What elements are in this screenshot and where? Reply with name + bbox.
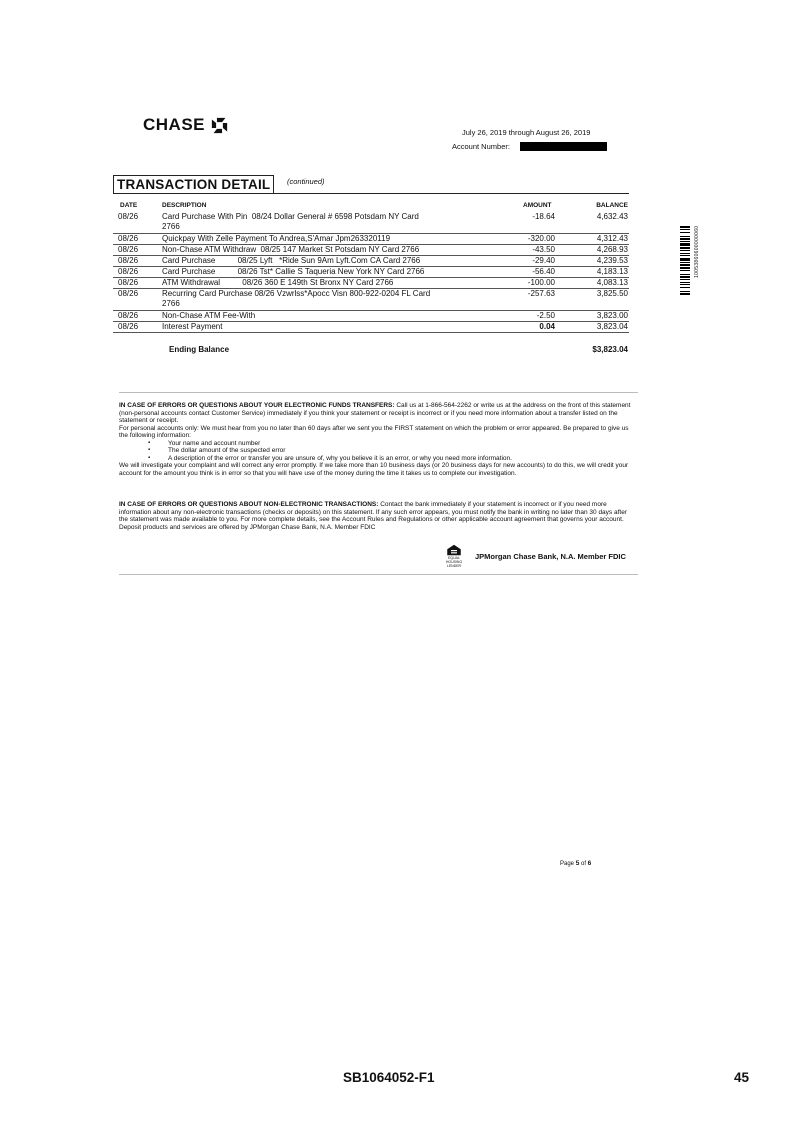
statement-period: July 26, 2019 through August 26, 2019	[462, 128, 591, 137]
row-amount: -29.40	[532, 256, 555, 265]
row-balance: 4,268.93	[596, 245, 628, 254]
row-amount: -56.40	[532, 267, 555, 276]
row-amount: 0.04	[539, 322, 555, 331]
chase-octagon-icon	[211, 117, 228, 134]
row-date: 08/26	[118, 245, 139, 254]
page-current: 5	[575, 860, 580, 867]
page-of: of	[580, 861, 586, 867]
row-description: Card Purchase 08/25 Lyft *Ride Sun 9Am Lyft.Com CA Card 2766	[162, 256, 421, 265]
ending-balance-label: Ending Balance	[169, 345, 230, 354]
table-row	[113, 288, 629, 311]
row-description: Card Purchase With Pin 08/24 Dollar General # 6598 Potsdam NY Card 2766	[162, 212, 419, 231]
row-balance: 4,632.43	[596, 212, 628, 221]
row-balance: 3,825.50	[596, 289, 628, 298]
column-amount: AMOUNT	[523, 202, 552, 209]
chase-logo	[143, 115, 228, 135]
account-number-redacted	[520, 142, 607, 151]
row-amount: -43.50	[532, 245, 555, 254]
table-row	[113, 321, 629, 333]
info-bullets	[119, 440, 637, 463]
row-description: Non-Chase ATM Fee-With	[162, 311, 256, 320]
row-date: 08/26	[118, 289, 139, 298]
section-title: TRANSACTION DETAIL	[113, 175, 274, 194]
logo-text: CHASE	[143, 115, 206, 134]
eft-personal: For personal accounts only: We must hear from you no later than 60 days after we sent you the FIRST statement on which the problem or error appeared. Be prepared to give us the following information:	[119, 424, 629, 439]
section-header	[113, 175, 629, 194]
row-balance: 3,823.00	[596, 311, 628, 320]
row-description: Card Purchase 08/26 Tst* Callie S Taqueria New York NY Card 2766	[162, 267, 425, 276]
row-date: 08/26	[118, 322, 139, 331]
page-number	[560, 860, 591, 867]
eft-investigate: We will investigate your complaint and will correct any error promptly. If we take more than 10 business days (or 20 business days for new accounts) to do this, we will credit your account for the amount you think is in error so that you will have use of the money during the time it takes us to complete our investigation.	[119, 462, 629, 477]
row-description: Quickpay With Zelle Payment To Andrea,S'Amar Jpm263320119	[162, 234, 391, 243]
column-date: DATE	[120, 202, 138, 209]
column-description: DESCRIPTION	[162, 202, 207, 209]
ending-balance-value: $3,823.04	[592, 345, 628, 354]
row-date: 08/26	[118, 267, 139, 276]
house-icon	[444, 544, 464, 556]
account-number-label: Account Number:	[452, 142, 510, 151]
barcode-number: 10053860600000060	[694, 226, 700, 279]
table-row	[113, 211, 629, 234]
row-description: Recurring Card Purchase 08/26 Vzwrlss*Apocc Visn 800-922-0204 FL Card 2766	[162, 289, 431, 308]
non-eft-notice	[119, 501, 637, 531]
row-amount: -320.00	[527, 234, 555, 243]
divider	[119, 392, 638, 393]
account-number-row	[452, 142, 607, 151]
bullet-item: ▪ Your name and account number	[168, 440, 637, 448]
sheet-number: 45	[734, 1070, 750, 1085]
ehl-caption: EQUAL HOUSING LENDER	[445, 556, 463, 568]
page-total: 6	[587, 860, 592, 867]
row-date: 08/26	[118, 311, 139, 320]
section-subtitle: (continued)	[287, 177, 325, 186]
row-balance: 4,183.13	[596, 267, 628, 276]
barcode	[680, 226, 690, 332]
row-balance: 4,083.13	[596, 278, 628, 287]
non-eft-body: Contact the bank immediately if your statement is incorrect or if you need more information about any non-electronic transactions (checks or deposits) on this statement. If any such error appears, you must notify the bank in writing no later than 30 days after the statement was made available to you. For more complete details, see the Account Rules and Regulations or other applicable account agreement that governs your account. Deposit products and services are offered by JPMorgan Chase Bank, N.A. Member FDIC	[119, 501, 627, 531]
row-amount: -100.00	[527, 278, 555, 287]
row-description: Non-Chase ATM Withdraw 08/25 147 Market St Potsdam NY Card 2766	[162, 245, 420, 254]
row-date: 08/26	[118, 256, 139, 265]
column-balance: BALANCE	[596, 202, 628, 209]
divider	[119, 574, 638, 575]
row-description: ATM Withdrawal 08/26 360 E 149th St Bronx NY Card 2766	[162, 278, 394, 287]
bullet-item: ▪ The dollar amount of the suspected error	[168, 447, 637, 455]
row-balance: 4,239.53	[596, 256, 628, 265]
fdic-block	[443, 544, 626, 568]
row-balance: 3,823.04	[596, 322, 628, 331]
fdic-text: JPMorgan Chase Bank, N.A. Member FDIC	[475, 551, 626, 561]
equal-housing-lender-logo	[443, 544, 465, 568]
document-code: SB1064052-F1	[343, 1070, 435, 1085]
ending-balance-row	[113, 344, 629, 356]
row-balance: 4,312.43	[596, 234, 628, 243]
row-amount: -2.50	[536, 311, 555, 320]
row-date: 08/26	[118, 212, 139, 221]
row-description: Interest Payment	[162, 322, 223, 331]
eft-paragraph	[119, 402, 637, 425]
eft-body: Call us at 1-866-564-2262 or write us at the address on the front of this statement (non-personal accounts contact Customer Service) immediately if you think your statement or receipt is incorrect or if you need more information about a transfer listed on the statement or receipt.	[119, 402, 631, 424]
row-date: 08/26	[118, 234, 139, 243]
page-label: Page	[560, 861, 575, 867]
non-eft-heading: IN CASE OF ERRORS OR QUESTIONS ABOUT NON-ELECTRONIC TRANSACTIONS:	[119, 501, 379, 508]
row-amount: -18.64	[532, 212, 555, 221]
row-date: 08/26	[118, 278, 139, 287]
eft-notice	[119, 402, 637, 477]
eft-heading: IN CASE OF ERRORS OR QUESTIONS ABOUT YOUR ELECTRONIC FUNDS TRANSFERS:	[119, 402, 395, 409]
bullet-item: ▪ A description of the error or transfer you are unsure of, why you believe it is an error, or why you need more information.	[168, 455, 637, 463]
row-amount: -257.63	[527, 289, 555, 298]
